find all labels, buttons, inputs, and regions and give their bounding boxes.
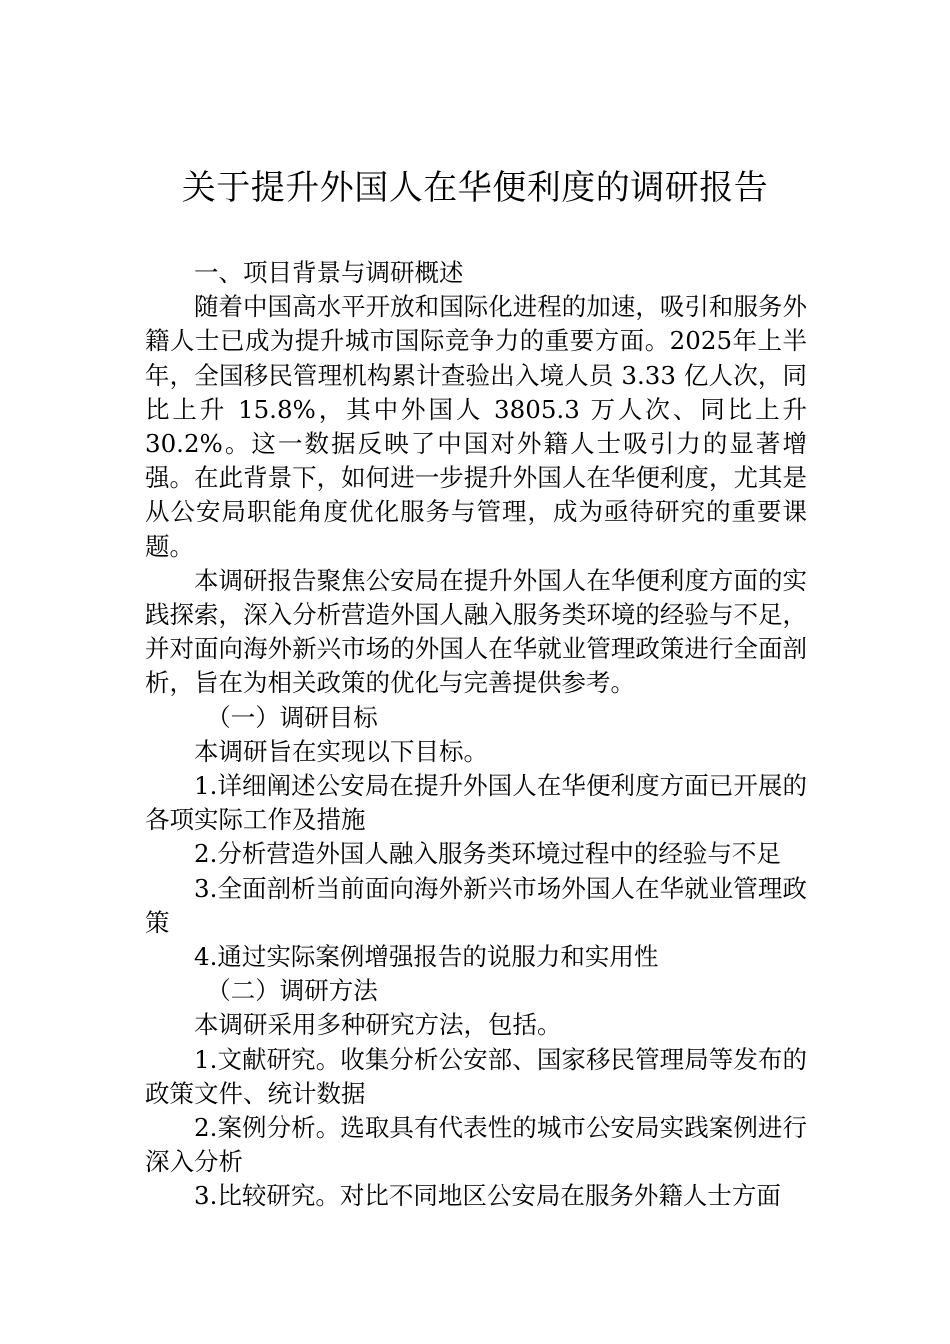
list-item: 1.详细阐述公安局在提升外国人在华便利度方面已开展的各项实际工作及措施	[145, 771, 807, 835]
body-paragraph: 本调研旨在实现以下目标。	[194, 736, 488, 766]
list-item: 1.文献研究。收集分析公安部、国家移民管理局等发布的政策文件、统计数据	[145, 1044, 807, 1108]
list-item: 3.全面剖析当前面向海外新兴市场外国人在华就业管理政策	[145, 873, 807, 937]
body-paragraph: 本调研采用多种研究方法，包括。	[194, 1010, 562, 1040]
list-item: 2.案例分析。选取具有代表性的城市公安局实践案例进行深入分析	[145, 1113, 807, 1177]
subsection-heading: （一）调研目标	[206, 702, 378, 732]
subsection-heading: （二）调研方法	[206, 976, 378, 1006]
list-item: 3.比较研究。对比不同地区公安局在服务外籍人士方面	[194, 1181, 781, 1211]
section-heading: 一、项目背景与调研概述	[194, 258, 464, 287]
list-item: 2.分析营造外国人融入服务类环境过程中的经验与不足	[194, 839, 781, 869]
document-body	[145, 256, 807, 1214]
body-paragraph: 随着中国高水平开放和国际化进程的加速，吸引和服务外籍人士已成为提升城市国际竞争力的重要方面。2025年上半年，全国移民管理机构累计查验出入境人员 3.33 亿人次，同比上升 15.8%，其中外国人 3805.3 万人次、同比上升 30.2%。这一数据反映了中国对外籍人士吸引力的显著增强。在此背景下，如何进一步提升外国人在华便利度，尤其是从公安局职能角度优化服务与管理，成为亟待研究的重要课题。	[145, 292, 807, 561]
list-item: 4.通过实际案例增强报告的说服力和实用性	[194, 942, 659, 972]
document-title: 关于提升外国人在华便利度的调研报告	[181, 168, 769, 208]
body-paragraph: 本调研报告聚焦公安局在提升外国人在华便利度方面的实践探索，深入分析营造外国人融入服务类环境的经验与不足，并对面向海外新兴市场的外国人在华就业管理政策进行全面剖析，旨在为相关政策的优化与完善提供参考。	[145, 565, 807, 698]
